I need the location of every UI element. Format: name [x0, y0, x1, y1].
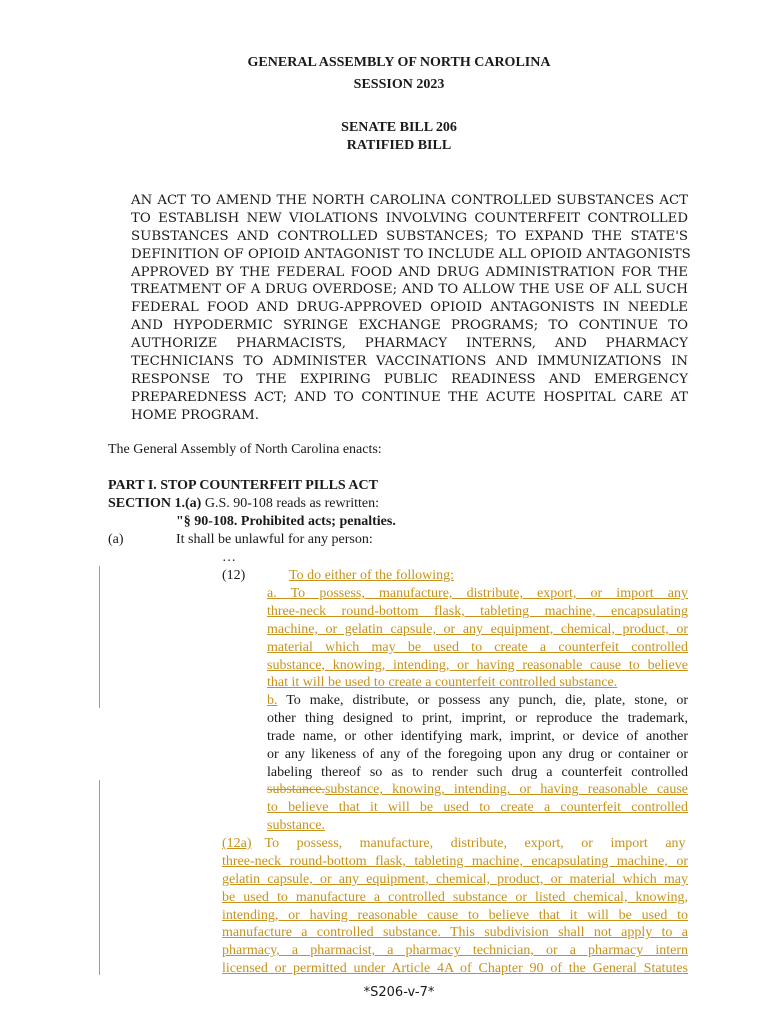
- item-12a-line: manufacture a controlled substance. This subdivision shall not apply to a: [222, 925, 688, 941]
- statute-heading: "§ 90-108. Prohibited acts; penalties.: [176, 514, 396, 529]
- bill-status: RATIFIED BILL: [346, 138, 452, 153]
- act-title-line: AN ACT TO AMEND THE NORTH CAROLINA CONTROLLED SUBSTANCES ACT: [131, 193, 688, 208]
- act-title: [131, 192, 691, 425]
- act-title-line: TREATMENT OF A DRUG OVERDOSE; AND TO ALLOW THE USE OF ALL SUCH: [131, 282, 688, 298]
- item-12-b-line: To make, distribute, or possess any punch, die, plate, stone, or: [286, 693, 688, 708]
- document-id-footer: *S206-v-7*: [363, 985, 435, 1000]
- item-12-b-amended-line: [267, 781, 688, 799]
- item-12-b-line: trade name, or other identifying mark, imprint, or device of another: [267, 728, 688, 744]
- change-bar: [99, 566, 100, 708]
- item-12a-line: three-neck round-bottom flask, tableting machine, encapsulating machine, or: [222, 853, 688, 869]
- section-label: SECTION 1.(a): [108, 496, 202, 511]
- act-title-line: HOME PROGRAM.: [131, 407, 259, 423]
- act-title-line: TECHNICIANS TO ADMINISTER VACCINATIONS AND IMMUNIZATIONS IN: [131, 354, 688, 370]
- item-12-text: To do either of the following:: [289, 568, 455, 583]
- inserted-text: substance, knowing, intending, or having reasonable cause: [324, 782, 688, 798]
- item-12-a: [267, 585, 688, 692]
- item-12-a-line: substance, knowing, intending, or having reasonable cause to believe: [267, 657, 688, 673]
- change-bar: [99, 780, 100, 975]
- item-12-b: [267, 692, 688, 835]
- item-12-a-line: three-neck round-bottom flask, tableting machine, encapsulating: [267, 603, 688, 619]
- act-title-line: APPROVED BY THE FEDERAL FOOD AND DRUG ADMINISTRATION FOR THE: [131, 264, 688, 280]
- act-title-line: DEFINITION OF OPIOID ANTAGONIST TO INCLUDE ALL OPIOID ANTAGONISTS: [131, 246, 691, 262]
- act-title-line: SUBSTANCES AND CONTROLLED SUBSTANCES; TO EXPAND THE STATE'S: [131, 228, 688, 244]
- subsection-a-text: It shall be unlawful for any person:: [176, 532, 373, 547]
- item-12-a-line: that it will be used to create a counterfeit controlled substance.: [267, 675, 618, 691]
- act-title-line: AND HYPODERMIC SYRINGE EXCHANGE PROGRAMS; TO CONTINUE TO: [131, 318, 688, 334]
- item-12a-line: To possess, manufacture, distribute, export, or import any: [264, 836, 686, 851]
- item-12-b-line: other thing designed to print, imprint, or reproduce the trademark,: [267, 710, 688, 726]
- section-1a: [108, 495, 379, 513]
- act-title-line: AUTHORIZE PHARMACISTS, PHARMACY INTERNS, AND PHARMACY: [131, 336, 688, 352]
- item-12-b-line: or any likeness of any of the foregoing upon any drug or container or: [267, 746, 688, 762]
- item-12-a-line: machine, or gelatin capsule, or any equipment, chemical, product, or: [267, 621, 688, 637]
- act-title-line: RESPONSE TO THE EXPIRING PUBLIC READINESS AND EMERGENCY: [131, 371, 688, 387]
- deleted-text: substance.: [267, 782, 325, 798]
- item-12a-line: licensed or permitted under Article 4A of Chapter 90 of the General Statutes: [222, 961, 688, 977]
- item-12a-line: gelatin capsule, or any equipment, chemical, product, or material which may: [222, 871, 688, 887]
- session-year: SESSION 2023: [353, 77, 445, 92]
- ellipsis: …: [222, 550, 236, 565]
- item-12a-first-line: [222, 835, 688, 853]
- section-text: G.S. 90-108 reads as rewritten:: [204, 496, 380, 511]
- act-title-line: FEDERAL FOOD AND DRUG-APPROVED OPIOID ANTAGONISTS IN NEEDLE: [131, 300, 688, 316]
- subsection-a-label: (a): [108, 532, 124, 547]
- item-12-a-line: material which may be used to create a counterfeit controlled: [267, 639, 688, 655]
- item-12-a-line: a. To possess, manufacture, distribute, export, or import any: [267, 586, 688, 601]
- item-12a-line: pharmacy, a pharmacist, a pharmacy technician, or a pharmacy intern: [222, 943, 688, 959]
- assembly-name: GENERAL ASSEMBLY OF NORTH CAROLINA: [247, 55, 551, 70]
- act-title-line: PREPAREDNESS ACT; AND TO CONTINUE THE ACUTE HOSPITAL CARE AT: [131, 389, 688, 405]
- item-12a-line: be used to manufacture a controlled substance or listed chemical, knowing,: [222, 889, 688, 905]
- bill-number: SENATE BILL 206: [341, 120, 457, 135]
- item-12-b-line: labeling thereof so as to render such drug a counterfeit controlled: [267, 764, 688, 780]
- item-12-label: (12): [222, 568, 246, 583]
- inserted-text: to believe that it will be used to create a counterfeit controlled: [267, 800, 688, 816]
- item-12a-label: (12a): [222, 836, 252, 851]
- item-12a-line: intending, or having reasonable cause to believe that it will be used to: [222, 907, 688, 923]
- enacting-clause: The General Assembly of North Carolina enacts:: [108, 442, 382, 457]
- act-title-line: TO ESTABLISH NEW VIOLATIONS INVOLVING COUNTERFEIT CONTROLLED: [131, 210, 688, 226]
- part-heading: PART I. STOP COUNTERFEIT PILLS ACT: [108, 478, 378, 493]
- inserted-text: substance.: [267, 818, 325, 834]
- item-12-b-label: b.: [267, 693, 278, 708]
- item-12-b-first-line: [267, 692, 688, 710]
- item-12a: [222, 835, 688, 978]
